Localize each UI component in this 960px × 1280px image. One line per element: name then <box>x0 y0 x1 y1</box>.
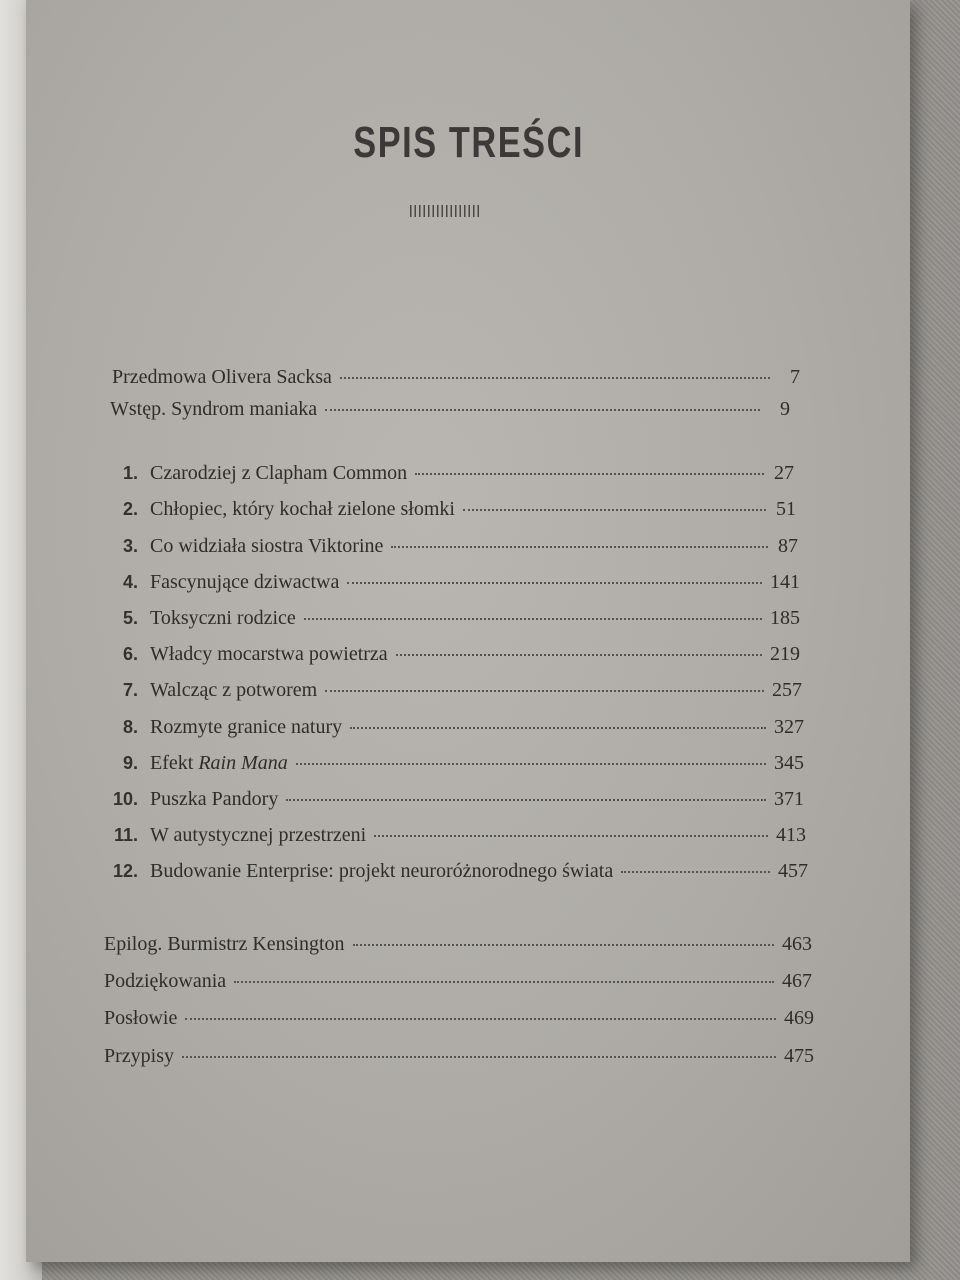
entry-title: Co widziała siostra Viktorine <box>150 535 384 557</box>
entry-page-number: 463 <box>782 933 812 955</box>
chapter-number: 1. <box>122 463 138 483</box>
entry-title: Władcy mocarstwa powietrza <box>150 643 388 665</box>
entry-title: Czarodziej z Clapham Common <box>150 462 408 484</box>
dot-leader <box>304 618 762 620</box>
chapter-number: 6. <box>122 644 138 664</box>
toc-entry-chapter <box>100 824 806 847</box>
entry-page-number: 457 <box>778 860 808 882</box>
dot-leader <box>347 582 762 584</box>
toc-entry-front <box>112 366 800 389</box>
table-of-contents <box>26 0 910 1262</box>
entry-page-number: 9 <box>780 398 790 420</box>
chapter-number: 2. <box>122 499 138 519</box>
entry-title: Toksyczni rodzice <box>150 607 296 629</box>
entry-title: Posłowie <box>104 1007 178 1029</box>
toc-entry-chapter <box>100 716 804 739</box>
toc-entry-back <box>104 933 812 956</box>
page-title: SPIS TREŚCI <box>353 118 585 167</box>
entry-page-number: 185 <box>770 607 800 629</box>
toc-entry-chapter <box>100 498 796 521</box>
entry-title: Puszka Pandory <box>150 788 279 810</box>
entry-page-number: 257 <box>772 679 802 701</box>
toc-entry-back <box>104 1007 814 1030</box>
chapter-number: 7. <box>122 680 138 700</box>
toc-entry-chapter <box>100 643 800 666</box>
dot-leader <box>350 727 766 729</box>
chapter-number: 12. <box>112 861 138 881</box>
entry-title: Przypisy <box>104 1045 174 1067</box>
chapter-number: 3. <box>122 536 138 556</box>
book-page <box>26 0 910 1262</box>
chapter-number: 5. <box>122 608 138 628</box>
entry-title: Podziękowania <box>104 970 227 992</box>
toc-entry-chapter <box>100 679 802 702</box>
entry-page-number: 475 <box>784 1045 814 1067</box>
entry-title: Rozmyte granice natury <box>150 716 343 738</box>
entry-page-number: 345 <box>774 752 804 774</box>
toc-entry-chapter <box>100 860 808 883</box>
dot-leader <box>463 509 766 511</box>
entry-title: W autystycznej przestrzeni <box>150 824 367 846</box>
entry-page-number: 469 <box>784 1007 814 1029</box>
toc-entry-chapter <box>100 607 800 630</box>
toc-entry-chapter <box>100 535 798 558</box>
dot-leader <box>415 473 764 475</box>
dot-leader <box>621 871 770 873</box>
entry-title-prefix: Efekt <box>150 752 199 774</box>
dot-leader <box>234 981 774 983</box>
entry-page-number: 219 <box>770 643 800 665</box>
entry-title: Wstęp. Syndrom maniaka <box>110 398 318 420</box>
chapter-number: 10. <box>112 789 138 809</box>
entry-title: Epilog. Burmistrz Kensington <box>104 933 345 955</box>
toc-entry-back <box>104 970 812 993</box>
toc-entry-front <box>110 398 790 421</box>
entry-title: Przedmowa Olivera Sacksa <box>112 366 332 388</box>
dot-leader <box>353 944 774 946</box>
entry-page-number: 327 <box>774 716 804 738</box>
entry-page-number: 467 <box>782 970 812 992</box>
entry-page-number: 51 <box>776 498 796 520</box>
entry-page-number: 371 <box>774 788 804 810</box>
chapter-number: 11. <box>113 825 138 845</box>
dot-leader <box>374 835 768 837</box>
entry-title: Chłopiec, który kochał zielone słomki <box>150 498 455 520</box>
dot-leader <box>391 546 768 548</box>
dot-leader <box>325 690 764 692</box>
entry-page-number: 7 <box>790 366 800 388</box>
toc-entry-chapter <box>100 571 800 594</box>
entry-title: Fascynujące dziwactwa <box>150 571 340 593</box>
entry-title: Budowanie Enterprise: projekt neuroróżnorodnego świata <box>150 860 614 882</box>
dot-leader <box>296 763 766 765</box>
toc-entry-chapter <box>100 752 804 775</box>
toc-entry-chapter <box>100 788 804 811</box>
entry-page-number: 27 <box>774 462 794 484</box>
chapter-number: 9. <box>122 753 138 773</box>
dot-leader <box>325 409 760 411</box>
entry-page-number: 413 <box>776 824 806 846</box>
entry-title-italic: Rain Mana <box>198 752 288 774</box>
toc-entry-chapter <box>100 462 794 485</box>
chapter-number: 8. <box>122 717 138 737</box>
dot-leader <box>286 799 766 801</box>
toc-entry-back <box>104 1045 814 1068</box>
dot-leader <box>185 1018 776 1020</box>
entry-title: Walcząc z potworem <box>150 679 318 701</box>
entry-title <box>150 752 288 775</box>
entry-page-number: 87 <box>778 535 798 557</box>
dot-leader <box>182 1056 776 1058</box>
chapter-number: 4. <box>122 572 138 592</box>
dot-leader <box>340 377 770 379</box>
dot-leader <box>396 654 762 656</box>
entry-page-number: 141 <box>770 571 800 593</box>
